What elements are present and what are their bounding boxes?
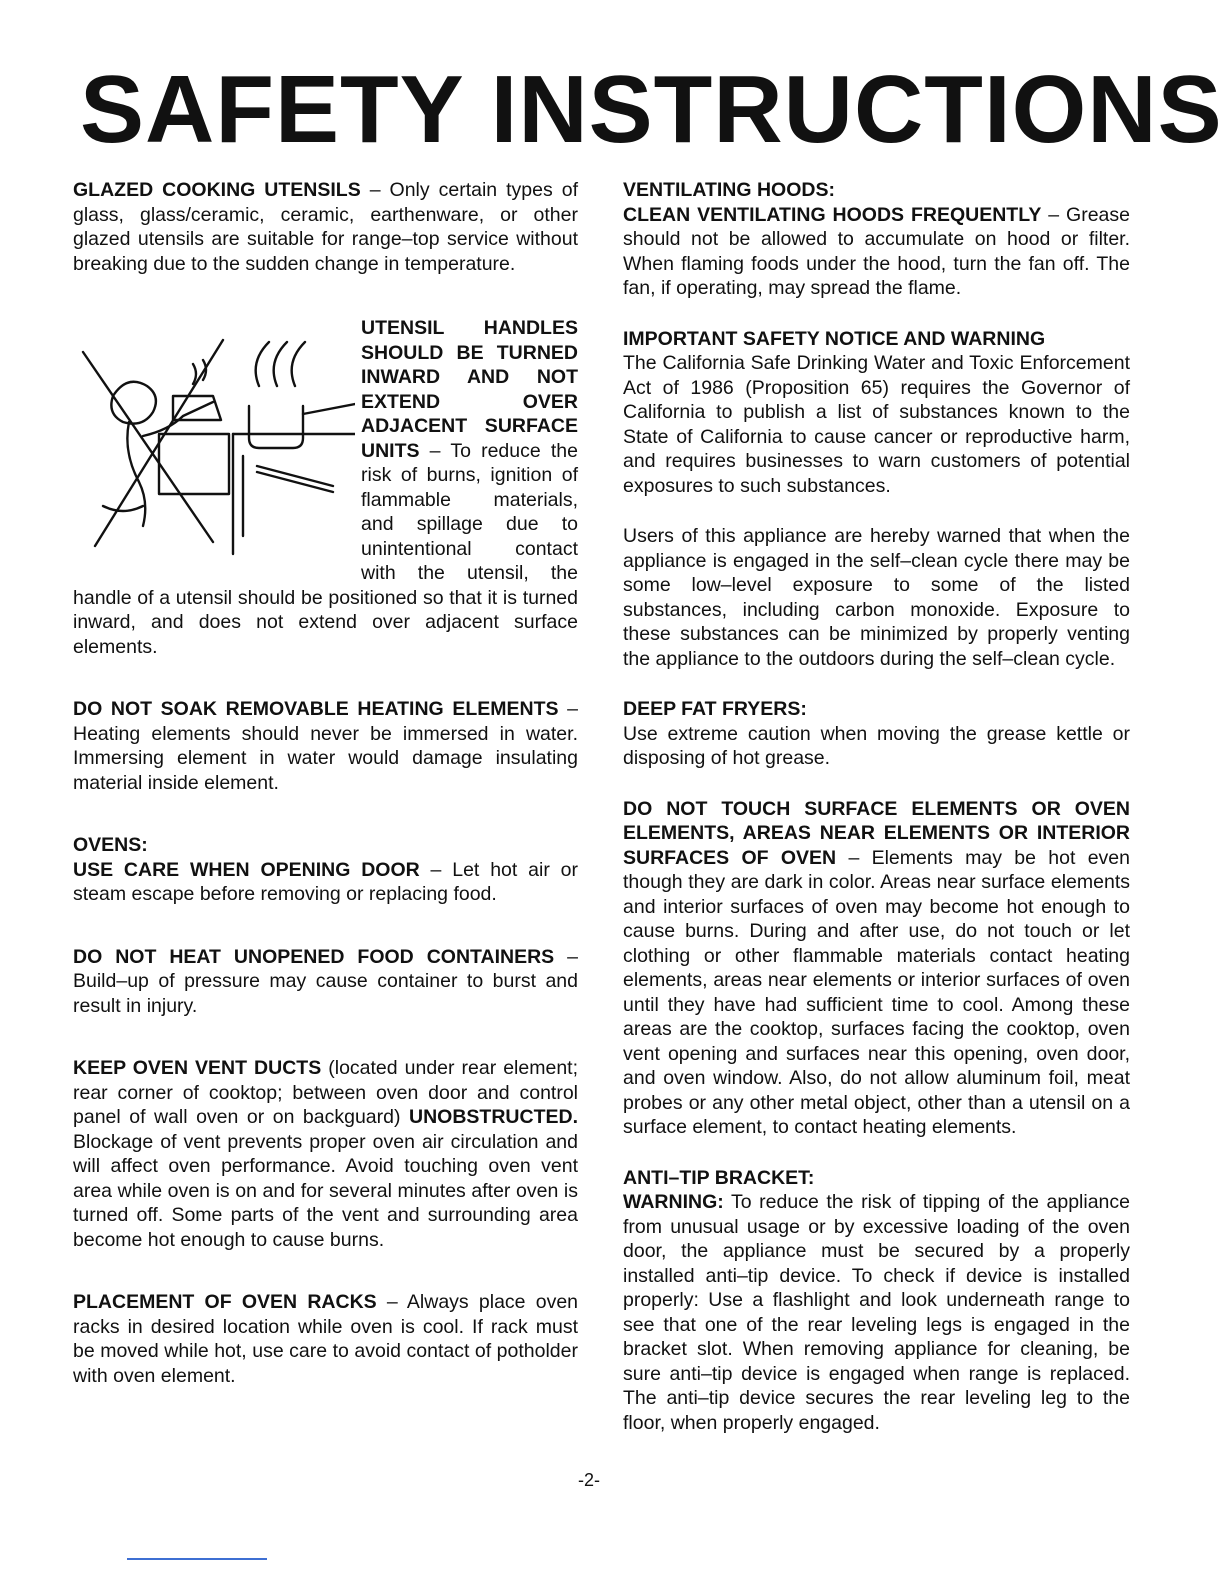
section-anti-tip [623,1166,1130,1436]
section-soak-elements [73,697,578,795]
section-text: Blockage of vent prevents proper oven air circulation and will affect oven performance. Avoid touching oven vent area while oven is on and for several minutes after oven is turned off. Some parts of the vent and surrounding area become hot enough to cause burns. [73,1130,578,1251]
bottom-rule [127,1558,267,1560]
group-heading: VENTILATING HOODS: [623,179,835,201]
section-heading: WARNING: [623,1191,724,1213]
section-heading: USE CARE WHEN OPENING DOOR [73,858,420,881]
section-oven-racks [73,1290,578,1388]
section-heading: UTENSIL HANDLES SHOULD BE TURNED INWARD AND NOT EXTEND OVER ADJACENT SURFACE UNITS [361,317,578,462]
section-text: To reduce the risk of tipping of the appliance from unusual usage or by excessive loading of the oven door, the appliance must be secured by a properly installed anti–tip device. To check if device is installed properly: Use a flashlight and look underneath range to see that one of the rear leveling legs is engaged in the bracket slot. When removing appliance for cleaning, be sure anti–tip device is engaged when range is replaced. The anti–tip device secures the rear leveling leg to the floor, when properly engaged. [623,1191,1130,1434]
section-text: – Heating elements should never be immersed in water. Immersing element in water would damage insulating material inside element. [73,698,578,794]
section-heading: KEEP OVEN VENT DUCTS [73,1057,322,1079]
utensil-handle-illustration [73,326,355,564]
section-text: The California Safe Drinking Water and Toxic Enforcement Act of 1986 (Proposition 65) requires the Governor of California to publish a list of substances known to the State of California to cause cancer or reproductive harm, and requires businesses to warn customers of potential exposures to such substances. [623,352,1130,497]
section-safety-notice-continued [623,524,1130,671]
section-text: – Grease should not be allowed to accumulate on hood or filter. When flaming foods under the hood, turn the fan off. The fan, if operating, may spread the flame. [623,203,1130,299]
section-heading: GLAZED COOKING UTENSILS [73,179,361,201]
section-heading: PLACEMENT OF OVEN RACKS [73,1291,377,1313]
section-heading: CLEAN VENTILATING HOODS FREQUENTLY [623,203,1042,226]
section-heading: DO NOT SOAK REMOVABLE HEATING ELEMENTS [73,698,559,720]
page-number: -2- [578,1470,600,1490]
section-text: – Always place oven racks in desired location while oven is cool. If rack must be moved while hot, use care to avoid contact of potholder with oven element. [73,1291,579,1387]
section-safety-notice [623,327,1130,499]
section-surface-elements [623,797,1130,1140]
section-text: – Let hot air or steam escape before removing or replacing food. [73,858,578,905]
section-deep-fat-fryers [623,697,1130,771]
section-text: Use extreme caution when moving the grease kettle or disposing of hot grease. [623,722,1130,769]
section-heading: DEEP FAT FRYERS: [623,698,807,720]
section-text: – Only certain types of glass, glass/ceramic, ceramic, earthenware, or other glazed utensils are suitable for range–top service without breaking due to the sudden change in temperature. [73,179,578,275]
section-glazed-utensils [73,178,578,276]
section-heading: IMPORTANT SAFETY NOTICE AND WARNING [623,327,1046,350]
section-heading: DO NOT TOUCH SURFACE ELEMENTS OR OVEN ELEMENTS, AREAS NEAR ELEMENTS OR INTERIOR SURFACES OF OVEN [623,797,1130,869]
group-heading: ANTI–TIP BRACKET: [623,1166,815,1189]
section-text: – To reduce the risk of burns, ignition of flammable materials, and spillage due to unintentional contact with the utensil, the handle of a utensil should be positioned so that it is turned inward, and does not extend over adjacent surface elements. [73,439,578,658]
section-utensil-handles [73,316,578,659]
right-column [623,178,1130,1435]
group-heading: OVENS: [73,834,148,856]
section-heading-inline: UNOBSTRUCTED. [409,1106,578,1128]
section-text: Users of this appliance are hereby warned that when the appliance is engaged in the self–clean cycle there may be some low–level exposure to some of the listed substances, including carbon monoxide. Exposure to these substances can be minimized by properly venting the appliance to the outdoors during the self–clean cycle. [623,525,1130,670]
section-ventilating-hoods [623,178,1130,301]
left-column [73,178,578,1388]
section-text: – Elements may be hot even though they are dark in color. Areas near surface elements and interior surfaces of oven may become hot enough to cause burns. During and after use, do not touch or let clothing or other flammable materials contact heating elements, areas near elements or interior surfaces of oven until they have had sufficient time to cool. Among these areas are the cooktop, surfaces facing the cooktop, oven vent opening and surfaces near this opening, oven door, and oven window. Also, do not allow aluminum foil, meat probes or any other metal object, other than a utensil on a surface element, to contact heating elements. [623,846,1130,1138]
section-ovens [73,833,578,907]
page-title: SAFETY INSTRUCTIONS [80,56,1223,163]
section-oven-vent [73,1056,578,1252]
section-text: – Build–up of pressure may cause container to burst and result in injury. [73,945,578,1017]
section-text: (located under rear element; rear corner of cooktop; between oven door and control panel of wall oven or on backguard) [73,1057,579,1128]
section-heading: DO NOT HEAT UNOPENED FOOD CONTAINERS [73,945,555,968]
section-food-containers [73,945,578,1019]
